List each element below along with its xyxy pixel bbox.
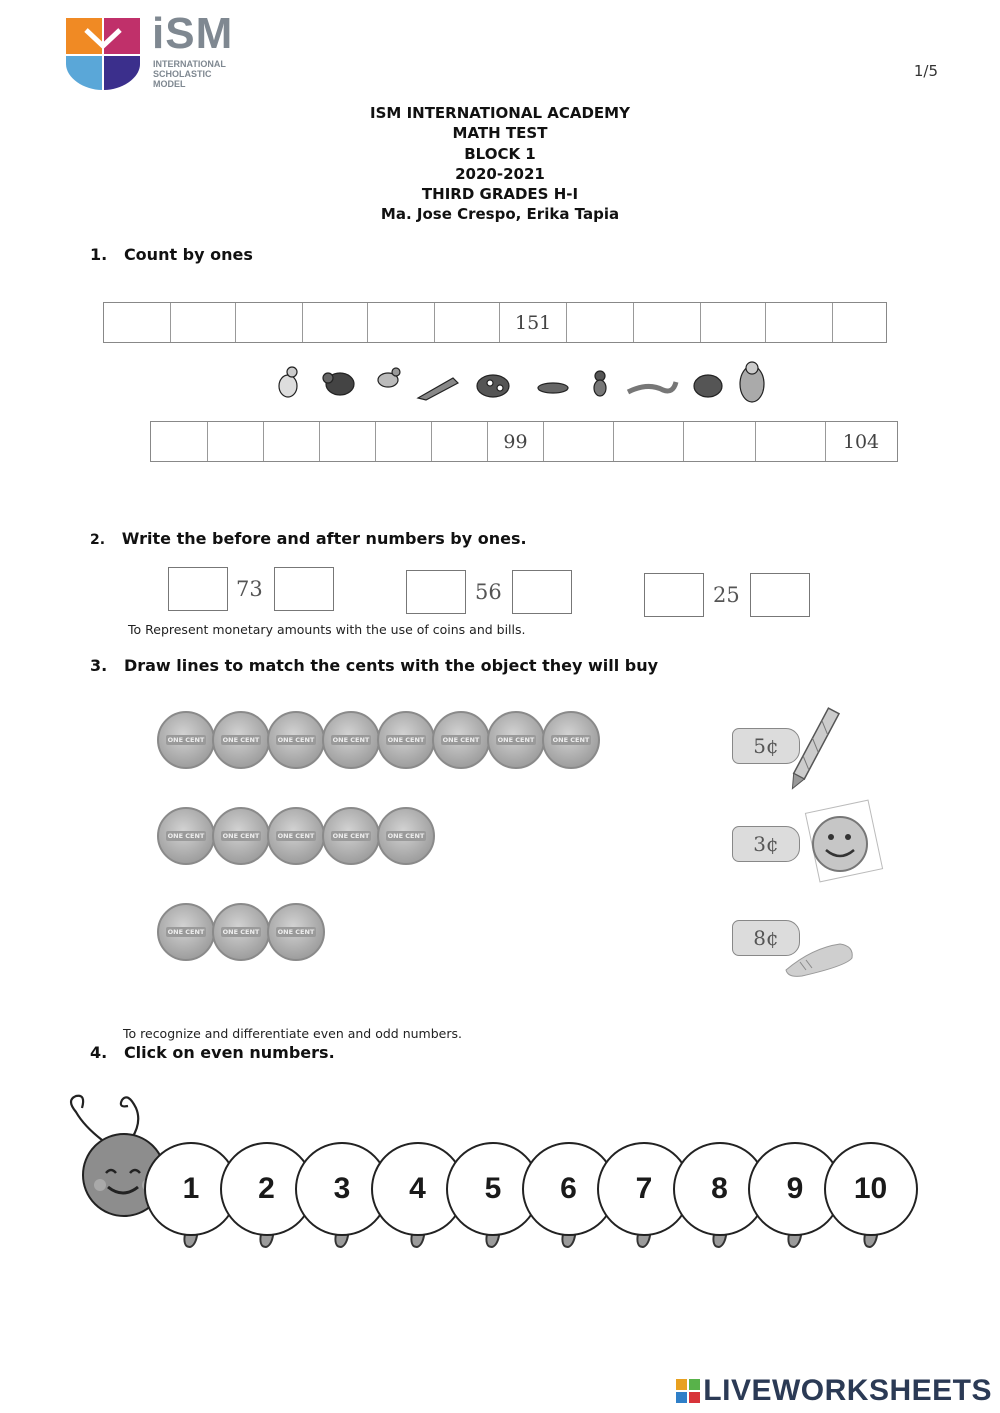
ism-logo xyxy=(64,16,142,92)
answer-cell[interactable] xyxy=(368,303,435,342)
given-number: 73 xyxy=(236,577,263,601)
penny-coin xyxy=(212,903,270,961)
answer-cell[interactable] xyxy=(766,303,833,342)
given-number: 25 xyxy=(713,583,740,607)
answer-cell[interactable] xyxy=(634,303,701,342)
coin-label: ONE CENT xyxy=(222,736,260,744)
bugs-icon xyxy=(268,358,788,408)
penny-coin xyxy=(212,711,270,769)
liveworksheets-icon xyxy=(675,1378,701,1404)
coin-label: ONE CENT xyxy=(497,736,535,744)
answer-cell[interactable] xyxy=(544,422,614,461)
number-segment[interactable]: 4 xyxy=(371,1142,465,1236)
penny-coin xyxy=(377,807,435,865)
number-segment[interactable]: 3 xyxy=(295,1142,389,1236)
teachers: Ma. Jose Crespo, Erika Tapia xyxy=(380,205,620,224)
bugs-illustration xyxy=(268,358,788,408)
after-input[interactable] xyxy=(274,567,334,611)
answer-cell[interactable] xyxy=(756,422,826,461)
coin-label: ONE CENT xyxy=(387,736,425,744)
coin-label: ONE CENT xyxy=(332,832,370,840)
count-row-1 xyxy=(103,302,887,343)
answer-cell[interactable] xyxy=(171,303,236,342)
coin-label: ONE CENT xyxy=(387,832,425,840)
answer-cell[interactable] xyxy=(684,422,756,461)
after-input[interactable] xyxy=(512,570,572,614)
coin-label: ONE CENT xyxy=(332,736,370,744)
q2-number: 2. xyxy=(90,532,106,548)
answer-cell[interactable] xyxy=(303,303,368,342)
penny-coin xyxy=(322,711,380,769)
q2-heading xyxy=(90,529,527,548)
penny-coin xyxy=(157,711,215,769)
coin-label: ONE CENT xyxy=(442,736,480,744)
count-row-2 xyxy=(150,421,898,462)
penny-coin xyxy=(322,807,380,865)
pencil-icon xyxy=(786,700,842,800)
answer-cell[interactable] xyxy=(320,422,376,461)
coin-label: ONE CENT xyxy=(552,736,590,744)
coin-label: ONE CENT xyxy=(277,832,315,840)
before-input[interactable] xyxy=(406,570,466,614)
logo-subtitle-line: MODEL xyxy=(153,79,186,89)
q4-objective-note: To recognize and differentiate even and odd numbers. xyxy=(123,1026,462,1041)
answer-cell[interactable] xyxy=(208,422,264,461)
penny-coin xyxy=(542,711,600,769)
coin-label: ONE CENT xyxy=(167,832,205,840)
penny-coin xyxy=(267,903,325,961)
answer-cell[interactable] xyxy=(833,303,886,342)
coin-row[interactable] xyxy=(157,903,322,961)
coin-label: ONE CENT xyxy=(277,928,315,936)
document-header xyxy=(250,103,750,225)
penny-coin xyxy=(267,807,325,865)
answer-cell[interactable] xyxy=(376,422,432,461)
number-segment[interactable]: 7 xyxy=(597,1142,691,1236)
price-tag[interactable]: 3¢ xyxy=(732,826,800,862)
number-segment[interactable]: 9 xyxy=(748,1142,842,1236)
q3-number: 3. xyxy=(90,656,108,675)
number-segment[interactable]: 8 xyxy=(673,1142,767,1236)
logo-subtitle xyxy=(153,59,253,89)
q2-objective-note: To Represent monetary amounts with the use of coins and bills. xyxy=(128,622,526,637)
given-number-cell: 104 xyxy=(842,430,880,453)
test-subject: MATH TEST xyxy=(452,124,548,143)
coin-row[interactable] xyxy=(157,807,432,865)
grades: THIRD GRADES H-I xyxy=(421,185,579,204)
coin-label: ONE CENT xyxy=(277,736,315,744)
after-input[interactable] xyxy=(750,573,810,617)
price-tag[interactable]: 5¢ xyxy=(732,728,800,764)
q3-title: Draw lines to match the cents with the object they will buy xyxy=(123,656,659,675)
school-name: ISM INTERNATIONAL ACADEMY xyxy=(370,104,630,122)
q4-number: 4. xyxy=(90,1043,108,1062)
penny-coin xyxy=(267,711,325,769)
penny-coin xyxy=(157,903,215,961)
answer-cell[interactable] xyxy=(236,303,303,342)
q1-number: 1. xyxy=(90,245,108,264)
page-number: 1/5 xyxy=(913,62,938,80)
number-segment[interactable]: 5 xyxy=(446,1142,540,1236)
number-segment[interactable]: 6 xyxy=(522,1142,616,1236)
coin-label: ONE CENT xyxy=(167,736,205,744)
given-number-cell: 99 xyxy=(488,422,544,461)
answer-cell[interactable] xyxy=(614,422,684,461)
number-segment[interactable]: 2 xyxy=(220,1142,314,1236)
answer-cell[interactable] xyxy=(432,422,488,461)
number-segment[interactable]: 10 xyxy=(824,1142,918,1236)
given-number: 56 xyxy=(475,580,502,604)
penny-coin xyxy=(377,711,435,769)
penny-coin xyxy=(212,807,270,865)
logo-subtitle-line: INTERNATIONAL xyxy=(153,59,226,69)
price-tag[interactable]: 8¢ xyxy=(732,920,800,956)
eraser-icon xyxy=(782,926,856,984)
coin-label: ONE CENT xyxy=(222,832,260,840)
q4-heading xyxy=(90,1043,335,1062)
ism-shield-icon xyxy=(64,16,142,92)
q1-heading xyxy=(90,245,253,264)
q2-title: Write the before and after numbers by ones. xyxy=(121,529,527,548)
school-year: 2020-2021 xyxy=(455,164,545,183)
answer-cell[interactable] xyxy=(567,303,634,342)
smiley-sticker-icon xyxy=(804,796,884,892)
coin-label: ONE CENT xyxy=(222,928,260,936)
penny-coin xyxy=(432,711,490,769)
before-input[interactable] xyxy=(644,573,704,617)
logo-brand: iSM xyxy=(152,9,234,58)
q3-heading xyxy=(90,656,658,675)
liveworksheets-logo xyxy=(675,1374,992,1408)
coin-row[interactable] xyxy=(157,711,597,769)
logo-subtitle-line: SCHOLASTIC xyxy=(153,69,212,79)
answer-cell[interactable] xyxy=(701,303,766,342)
before-input[interactable] xyxy=(168,567,228,611)
answer-cell[interactable] xyxy=(104,303,171,342)
given-number-cell: 151 xyxy=(500,303,567,342)
coin-label: ONE CENT xyxy=(167,928,205,936)
penny-coin xyxy=(487,711,545,769)
number-segment[interactable]: 1 xyxy=(144,1142,238,1236)
liveworksheets-brand: LIVEWORKSHEETS xyxy=(703,1374,992,1407)
answer-cell[interactable] xyxy=(264,422,320,461)
answer-cell[interactable] xyxy=(151,422,208,461)
q1-title: Count by ones xyxy=(123,245,253,264)
test-block: BLOCK 1 xyxy=(464,144,536,163)
q4-title: Click on even numbers. xyxy=(123,1043,335,1062)
penny-coin xyxy=(157,807,215,865)
answer-cell[interactable] xyxy=(435,303,500,342)
